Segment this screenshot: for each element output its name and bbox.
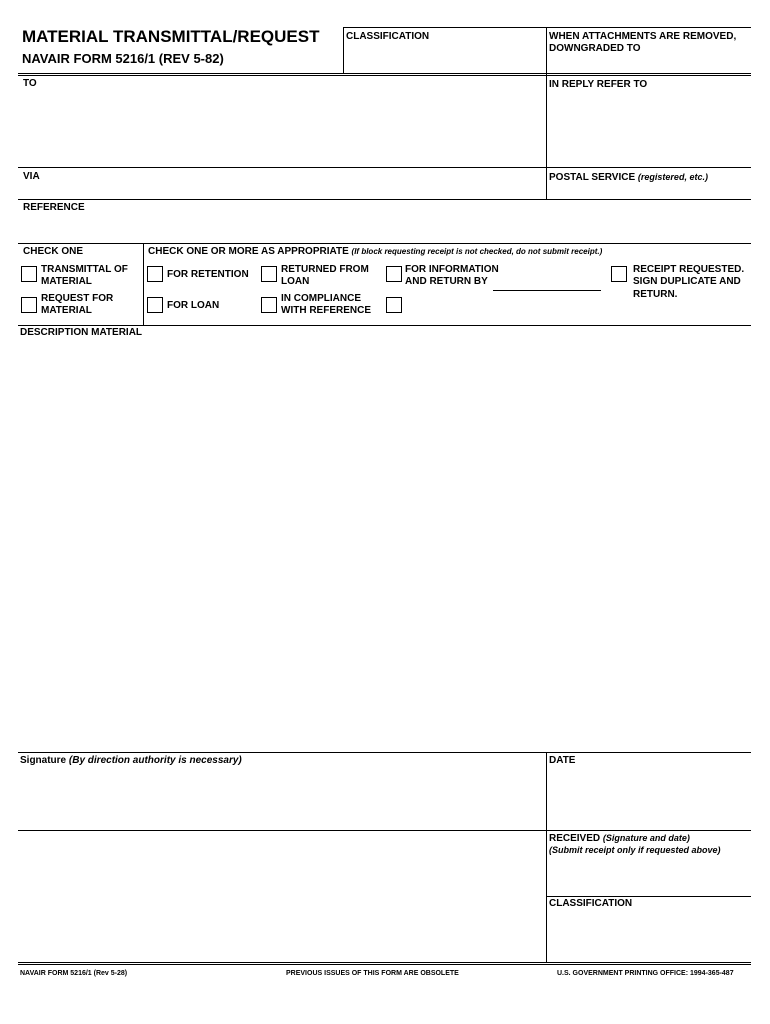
date-label: DATE bbox=[549, 755, 576, 766]
receipt-requested-checkbox[interactable] bbox=[611, 266, 627, 282]
for-retention-checkbox[interactable] bbox=[147, 266, 163, 282]
footer-top-rule-2 bbox=[18, 964, 751, 965]
signature-note: (By direction authority is necessary) bbox=[68, 755, 242, 766]
header-bottom-rule bbox=[18, 73, 751, 74]
request-label-line2: MATERIAL bbox=[41, 305, 92, 316]
information-label-line1: FOR INFORMATION bbox=[405, 264, 499, 275]
description-label: DESCRIPTION MATERIAL bbox=[20, 327, 143, 338]
returned-label-line2: LOAN bbox=[281, 276, 310, 287]
extra-checkbox[interactable] bbox=[386, 297, 402, 313]
check-one-label: CHECK ONE bbox=[23, 246, 84, 257]
returned-label-line1: RETURNED FROM bbox=[281, 264, 369, 275]
check-more-label bbox=[148, 246, 602, 258]
check-one-divider bbox=[143, 243, 144, 325]
signature-text: Signature bbox=[20, 755, 67, 766]
received-text: RECEIVED bbox=[549, 833, 601, 844]
check-more-text: CHECK ONE OR MORE AS APPROPRIATE bbox=[148, 246, 349, 257]
bottom-classification-label: CLASSIFICATION bbox=[549, 898, 633, 909]
signature-label bbox=[20, 755, 242, 767]
reference-label: REFERENCE bbox=[23, 202, 85, 213]
postal-service-label bbox=[549, 171, 708, 184]
returned-from-loan-checkbox[interactable] bbox=[261, 266, 277, 282]
classification-bottom-top-rule bbox=[546, 896, 751, 897]
check-more-note: (If block requesting receipt is not checked, do not submit receipt.) bbox=[351, 247, 603, 256]
footer-printing-office: U.S. GOVERNMENT PRINTING OFFICE: 1994-365-487 bbox=[557, 970, 734, 977]
to-label: TO bbox=[23, 78, 37, 89]
header-bottom-rule-2 bbox=[18, 75, 751, 76]
receipt-label-line1: RECEIPT REQUESTED. bbox=[633, 264, 745, 275]
classification-label: CLASSIFICATION bbox=[346, 31, 430, 42]
postal-service-text: POSTAL SERVICE bbox=[549, 172, 636, 183]
compliance-label-line1: IN COMPLIANCE bbox=[281, 293, 361, 304]
received-note-2 bbox=[549, 844, 721, 857]
for-loan-label: FOR LOAN bbox=[167, 300, 220, 311]
transmittal-label-line2: MATERIAL bbox=[41, 276, 92, 287]
attachments-label-line1: WHEN ATTACHMENTS ARE REMOVED, bbox=[549, 31, 737, 42]
receipt-label-line2: SIGN DUPLICATE AND bbox=[633, 276, 741, 287]
in-reply-label: IN REPLY REFER TO bbox=[549, 79, 648, 90]
attachments-label-line2: DOWNGRADED TO bbox=[549, 43, 641, 54]
request-checkbox[interactable] bbox=[21, 297, 37, 313]
transmittal-label-line1: TRANSMITTAL OF bbox=[41, 264, 128, 275]
right-column-rule-bottom bbox=[546, 752, 547, 962]
transmittal-checkbox[interactable] bbox=[21, 266, 37, 282]
form-title: MATERIAL TRANSMITTAL/REQUEST bbox=[22, 27, 320, 46]
footer-obsolete-notice: PREVIOUS ISSUES OF THIS FORM ARE OBSOLETE bbox=[286, 970, 459, 977]
information-label-line2: AND RETURN BY bbox=[405, 276, 488, 287]
footer-form-number: NAVAIR FORM 5216/1 (Rev 5-28) bbox=[20, 970, 128, 977]
classification-left-rule bbox=[343, 27, 344, 73]
check-bottom-rule bbox=[18, 325, 751, 326]
for-retention-label: FOR RETENTION bbox=[167, 269, 249, 280]
in-compliance-checkbox[interactable] bbox=[261, 297, 277, 313]
footer-top-rule bbox=[18, 962, 751, 963]
right-column-rule-top bbox=[546, 27, 547, 200]
form-number: NAVAIR FORM 5216/1 (REV 5-82) bbox=[22, 51, 224, 66]
compliance-label-line2: WITH REFERENCE bbox=[281, 305, 371, 316]
via-label: VIA bbox=[23, 171, 40, 182]
received-note: (Signature and date) bbox=[602, 833, 690, 843]
top-rule bbox=[343, 27, 751, 28]
for-information-checkbox[interactable] bbox=[386, 266, 402, 282]
request-label-line1: REQUEST FOR bbox=[41, 293, 114, 304]
for-loan-checkbox[interactable] bbox=[147, 297, 163, 313]
received-note-2-text: (Submit receipt only if requested above) bbox=[549, 845, 721, 855]
reference-top-rule bbox=[18, 199, 751, 200]
receipt-label-line3: RETURN. bbox=[633, 289, 678, 300]
via-top-rule bbox=[18, 167, 751, 168]
check-top-rule bbox=[18, 243, 751, 244]
signature-top-rule bbox=[18, 752, 751, 753]
postal-service-note: (registered, etc.) bbox=[637, 172, 708, 182]
return-by-date-line[interactable] bbox=[493, 290, 601, 291]
received-top-rule bbox=[18, 830, 751, 831]
